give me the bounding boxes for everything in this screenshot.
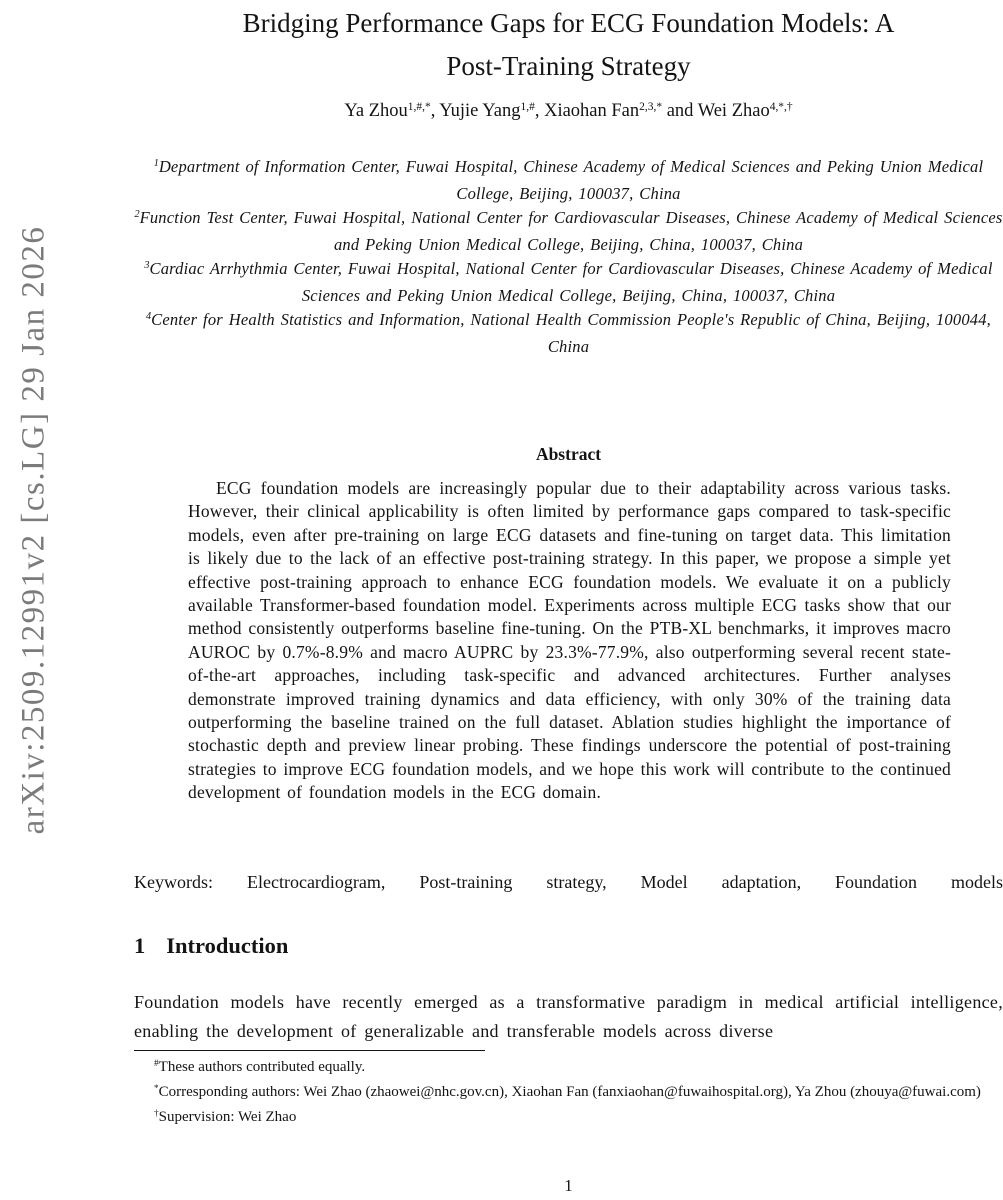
keywords-line (134, 872, 1003, 893)
author-name: Ya Zhou$^{1,\#,*}$ (344, 100, 431, 121)
footnote: #These authors contributed equally. (154, 1058, 366, 1075)
affiliation-number: 2 (134, 209, 140, 221)
affiliation: $^3$Cardiac Arrhythmia Center, Fuwai Hospital, National Center for Cardiovascular Diseases, Chinese Academy of Medical Sciences and Peking Union Medical College, Beijing, China, 100037, China (144, 259, 993, 305)
paper-title-line-1: Bridging Performance Gaps for ECG Foundation Models: A (242, 8, 895, 38)
keywords-label: Keywords: (134, 872, 213, 892)
footnote: †Supervision: Wei Zhao (154, 1108, 297, 1125)
footnote-marker: † (154, 1108, 159, 1119)
affiliation: $^2$Function Test Center, Fuwai Hospital, National Center for Cardiovascular Diseases, Chinese Academy of Medical Sciences and Peking Union Medical College, Beijing, China, 100037, China (134, 208, 1003, 254)
footnotes (134, 1056, 1003, 1131)
authors-line: Ya Zhou$^{1,\#,*}$, Yujie Yang$^{1,\#}$, Xiaohan Fan$^{2,3,*}$ and Wei Zhao$^{4,*,\dagger}$ (344, 100, 793, 121)
affiliation-number: 4 (146, 311, 152, 323)
author-name: Yujie Yang$^{1,\#}$ (439, 100, 535, 121)
paper-title-line-2: Post-Training Strategy (446, 51, 691, 81)
page-number: 1 (564, 1176, 573, 1195)
footnote-marker: * (154, 1083, 159, 1094)
author-affiliation-marker: 1,# (520, 100, 535, 113)
affiliation: $^1$Department of Information Center, Fuwai Hospital, Chinese Academy of Medical Sciences and Peking Union Medical College, Beijing, 100037, China (153, 157, 984, 203)
author-name: Wei Zhao$^{4,*,\dagger}$ (697, 100, 793, 121)
author-affiliation-marker: 2,3,* (639, 100, 663, 113)
author-name: Xiaohan Fan$^{2,3,*}$ (544, 100, 663, 121)
section-title: Introduction (166, 933, 289, 958)
paper-title (134, 2, 1003, 88)
abstract-heading: Abstract (535, 444, 602, 464)
affiliation-number: 1 (153, 158, 159, 170)
section-heading-introduction (134, 933, 1003, 959)
author-affiliation-marker: 1,#,* (407, 100, 431, 113)
affiliation: $^4$Center for Health Statistics and Information, National Health Commission People's Republic of China, Beijing, 100044, China (146, 310, 991, 356)
section-number: 1 (134, 933, 146, 958)
arxiv-watermark: arXiv:2509.12991v2 [cs.LG] 29 Jan 2026 (15, 225, 52, 835)
abstract-text: ECG foundation models are increasingly popular due to their adaptability across various tasks. However, their clinical applicability is often limited by performance gaps compared to task-specific models, even after pre-training on large ECG datasets and fine-tuning on target data. This limitation is likely due to the lack of an effective post-training strategy. In this paper, we propose a simple yet effective post-training approach to enhance ECG foundation models. We evaluate it on a publicly available Transformer-based foundation model. Experiments across multiple ECG tasks show that our method consistently outperforms baseline fine-tuning. On the PTB-XL benchmarks, it improves macro AUROC by 0.7%-8.9% and macro AUPRC by 23.3%-77.9%, also outperforming several recent state-of-the-art approaches, including task-specific and advanced architectures. Further analyses demonstrate improved training dynamics and data efficiency, with only 30% of the training data outperforming the baseline trained on the full dataset. Ablation studies highlight the importance of stochastic depth and preview linear probing. These findings underscore the potential of post-training strategies to improve ECG foundation models, and we hope this work will contribute to the continued development of foundation models in the ECG domain. (188, 478, 951, 803)
affiliations (134, 155, 1003, 359)
footnote-marker: # (154, 1058, 159, 1069)
keywords-list: Electrocardiogram, Post-training strategy, Model adaptation, Foundation models (246, 872, 1003, 892)
author-affiliation-marker: 4,*,† (769, 100, 793, 113)
footnote-rule (134, 1050, 485, 1051)
footnote: *Corresponding authors: Wei Zhao (zhaowei@nhc.gov.cn), Xiaohan Fan (fanxiaohan@fuwaihospital.org), Ya Zhou (zhouya@fuwai.com) (154, 1083, 981, 1100)
introduction-paragraph: Foundation models have recently emerged as a transformative paradigm in medical artificial intelligence, enabling the development of generalizable and transferable models across diverse (134, 992, 1003, 1041)
affiliation-number: 3 (144, 260, 150, 272)
